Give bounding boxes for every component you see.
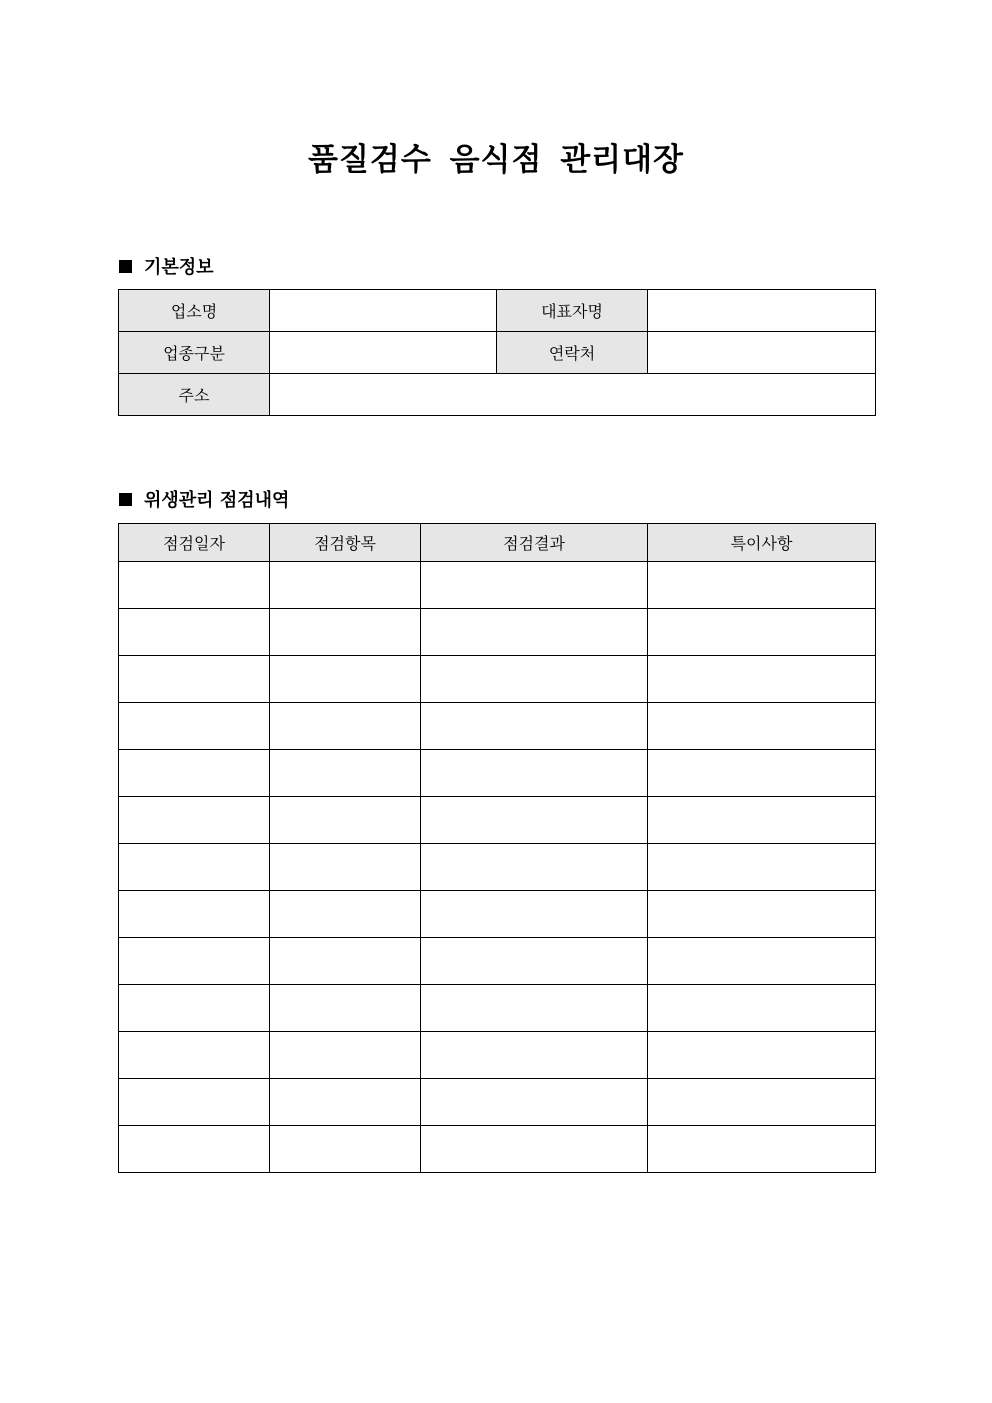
item-cell[interactable] (270, 703, 421, 750)
notes-cell[interactable] (648, 1126, 876, 1173)
date-cell[interactable] (119, 1126, 270, 1173)
address-field[interactable] (270, 374, 876, 416)
square-bullet-icon (119, 493, 132, 506)
column-header-item: 점검항목 (270, 524, 421, 562)
date-cell[interactable] (119, 797, 270, 844)
column-header-notes: 특이사항 (648, 524, 876, 562)
item-cell[interactable] (270, 1032, 421, 1079)
column-header-date: 점검일자 (119, 524, 270, 562)
result-cell[interactable] (421, 750, 648, 797)
result-cell[interactable] (421, 562, 648, 609)
table-row (119, 1079, 876, 1126)
table-row (119, 1126, 876, 1173)
result-cell[interactable] (421, 609, 648, 656)
business-type-label: 업종구분 (119, 332, 270, 374)
item-cell[interactable] (270, 891, 421, 938)
table-row (119, 750, 876, 797)
inspection-table (118, 523, 876, 1173)
table-row (119, 562, 876, 609)
item-cell[interactable] (270, 1079, 421, 1126)
result-cell[interactable] (421, 797, 648, 844)
date-cell[interactable] (119, 609, 270, 656)
inspection-heading-label: 위생관리 점검내역 (144, 490, 290, 511)
item-cell[interactable] (270, 609, 421, 656)
inspection-heading (119, 486, 289, 512)
item-cell[interactable] (270, 844, 421, 891)
date-cell[interactable] (119, 656, 270, 703)
contact-label: 연락처 (497, 332, 648, 374)
address-label: 주소 (119, 374, 270, 416)
date-cell[interactable] (119, 750, 270, 797)
contact-field[interactable] (648, 332, 876, 374)
notes-cell[interactable] (648, 938, 876, 985)
result-cell[interactable] (421, 844, 648, 891)
notes-cell[interactable] (648, 703, 876, 750)
table-row (119, 1032, 876, 1079)
basic-info-heading-label: 기본정보 (144, 257, 214, 278)
table-row (119, 703, 876, 750)
item-cell[interactable] (270, 938, 421, 985)
table-row (119, 891, 876, 938)
item-cell[interactable] (270, 797, 421, 844)
basic-info-heading (119, 253, 214, 279)
square-bullet-icon (119, 260, 132, 273)
item-cell[interactable] (270, 985, 421, 1032)
column-header-result: 점검결과 (421, 524, 648, 562)
result-cell[interactable] (421, 891, 648, 938)
notes-cell[interactable] (648, 797, 876, 844)
notes-cell[interactable] (648, 562, 876, 609)
result-cell[interactable] (421, 1032, 648, 1079)
date-cell[interactable] (119, 938, 270, 985)
table-row (119, 656, 876, 703)
page-title: 품질검수 음식점 관리대장 (308, 142, 684, 178)
date-cell[interactable] (119, 891, 270, 938)
date-cell[interactable] (119, 844, 270, 891)
item-cell[interactable] (270, 1126, 421, 1173)
date-cell[interactable] (119, 703, 270, 750)
notes-cell[interactable] (648, 750, 876, 797)
notes-cell[interactable] (648, 1032, 876, 1079)
notes-cell[interactable] (648, 609, 876, 656)
inspection-header-row (119, 524, 876, 562)
notes-cell[interactable] (648, 1079, 876, 1126)
representative-field[interactable] (648, 290, 876, 332)
item-cell[interactable] (270, 750, 421, 797)
table-row (119, 609, 876, 656)
basic-info-table (118, 289, 876, 416)
table-row (119, 797, 876, 844)
table-row (119, 844, 876, 891)
date-cell[interactable] (119, 1079, 270, 1126)
notes-cell[interactable] (648, 891, 876, 938)
result-cell[interactable] (421, 985, 648, 1032)
result-cell[interactable] (421, 1079, 648, 1126)
result-cell[interactable] (421, 703, 648, 750)
result-cell[interactable] (421, 656, 648, 703)
business-name-label: 업소명 (119, 290, 270, 332)
result-cell[interactable] (421, 1126, 648, 1173)
item-cell[interactable] (270, 656, 421, 703)
date-cell[interactable] (119, 1032, 270, 1079)
table-row (119, 985, 876, 1032)
notes-cell[interactable] (648, 985, 876, 1032)
business-name-field[interactable] (270, 290, 497, 332)
representative-label: 대표자명 (497, 290, 648, 332)
result-cell[interactable] (421, 938, 648, 985)
date-cell[interactable] (119, 985, 270, 1032)
notes-cell[interactable] (648, 844, 876, 891)
business-type-field[interactable] (270, 332, 497, 374)
notes-cell[interactable] (648, 656, 876, 703)
item-cell[interactable] (270, 562, 421, 609)
table-row (119, 938, 876, 985)
date-cell[interactable] (119, 562, 270, 609)
